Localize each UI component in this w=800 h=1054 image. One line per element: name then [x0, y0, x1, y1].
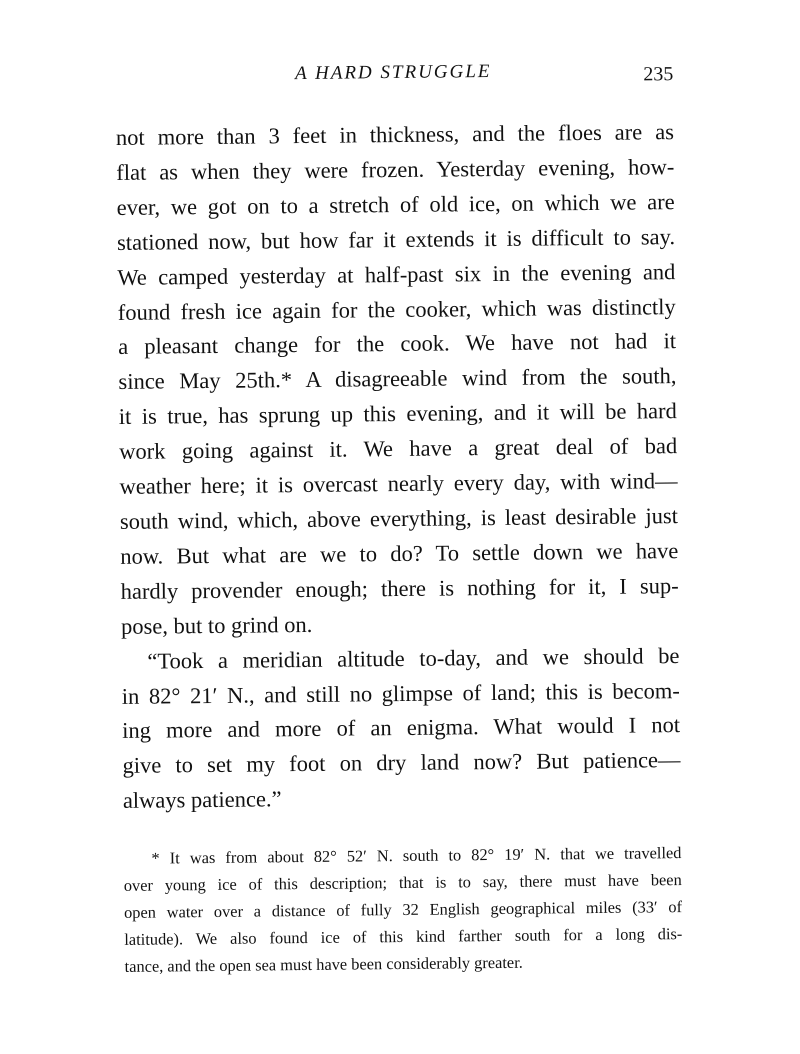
text-line: pose, but to grind on.: [120, 611, 313, 639]
page-number: 235: [643, 63, 674, 86]
body-text: [116, 115, 681, 819]
text-line: ever, we got on to a stretch of old ice, on which we are: [116, 188, 675, 220]
text-line: stationed now, but how far it extends it is difficult to say.: [116, 223, 676, 255]
text-line: in 82° 21′ N., and still no glimpse of land; this is becom-: [121, 677, 680, 709]
text-line: weather here; it is overcast nearly every day, with wind—: [119, 468, 678, 499]
text-line: south wind, which, above everything, is least desirable just: [119, 503, 679, 534]
text-line: found fresh ice again for the cooker, which was distinctly: [117, 293, 676, 325]
text-line: a pleasant change for the cook. We have not had it: [117, 328, 677, 360]
text-line: “Took a meridian altitude to-day, and we should be: [147, 642, 680, 674]
running-title: A HARD STRUGGLE: [294, 61, 492, 85]
text-line: now. But what are we to do? To settle down we have: [120, 537, 679, 569]
footnote-line: latitude). We also found ice of this kind farther south for a long dis-: [124, 924, 683, 949]
text-line: We camped yesterday at half-past six in the evening and: [117, 258, 676, 290]
text-line: since May 25th.* A disagreeable wind from the south,: [118, 363, 677, 395]
text-line: give to set my foot on dry land now? But patience—: [122, 747, 681, 779]
footnote: [123, 839, 682, 980]
text-line: ing more and more of an enigma. What would I not: [122, 712, 681, 744]
text-line: work going against it. We have a great deal of bad: [119, 433, 678, 465]
text-line: always patience.”: [122, 786, 282, 814]
footnote-line: tance, and the open sea must have been considerably greater.: [124, 952, 523, 976]
running-head: [113, 59, 673, 95]
text-line: not more than 3 feet in thickness, and the floes are as: [115, 119, 675, 150]
footnote-line: * It was from about 82° 52′ N. south to 82° 19′ N. that we travelled: [151, 843, 682, 868]
text-line: it is true, has sprung up this evening, and it will be hard: [118, 398, 677, 430]
footnote-line: over young ice of this description; that is to say, there must have been: [123, 870, 682, 895]
text-line: flat as when they were frozen. Yesterday evening, how-: [116, 154, 675, 185]
text-line: hardly provender enough; there is nothing for it, I sup-: [120, 572, 679, 604]
footnote-line: open water over a distance of fully 32 English geographical miles (33′ of: [123, 897, 683, 922]
